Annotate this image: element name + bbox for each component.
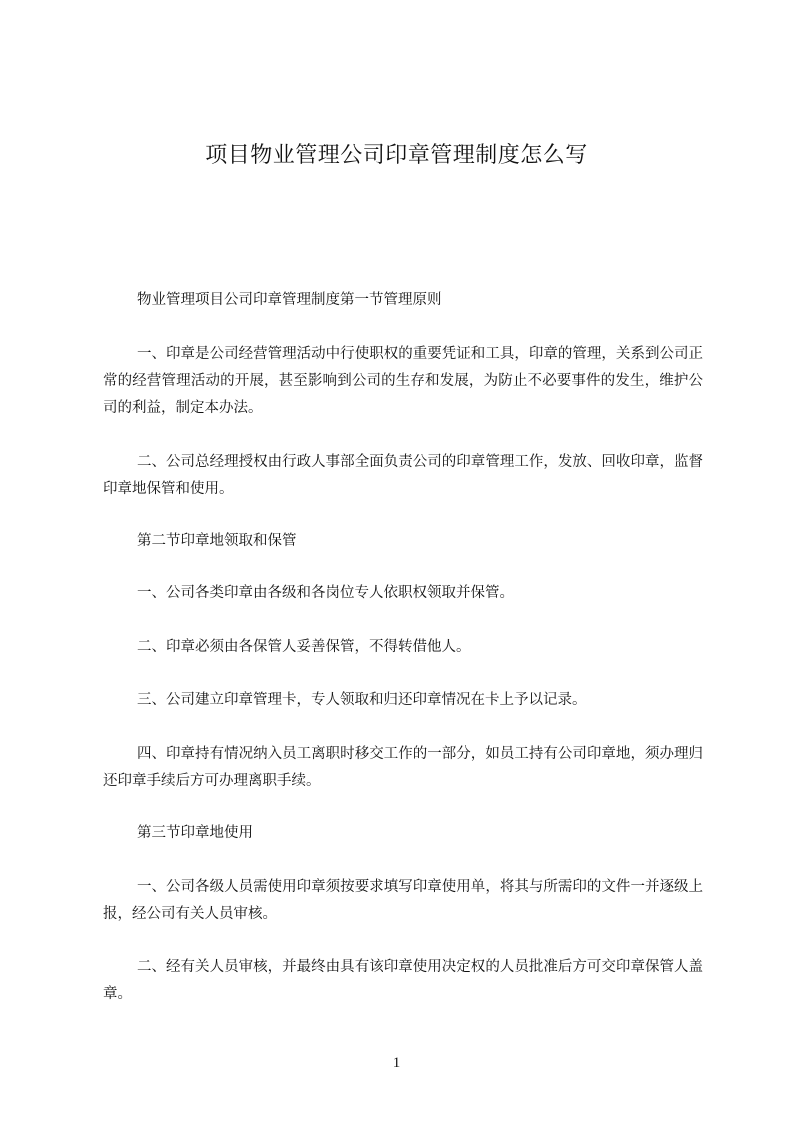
document-title: 项目物业管理公司印章管理制度怎么写 (205, 143, 588, 168)
paragraph-2-1: 一、公司各类印章由各级和各岗位专人依职权领取并保管。 (137, 585, 514, 601)
page-number: 1 (392, 1055, 401, 1071)
paragraph-1-2: 二、公司总经理授权由行政人事部全面负责公司的印章管理工作，发放、回收印章，监督印章地保管和使用。 (103, 454, 703, 497)
paragraph-2-3: 三、公司建立印章管理卡，专人领取和归还印章情况在卡上予以记录。 (137, 692, 587, 708)
section-heading-2: 第二节印章地领取和保管 (137, 533, 297, 549)
paragraph-3-2: 二、经有关人员审核，并最终由具有该印章使用决定权的人员批准后方可交印章保管人盖章。 (103, 959, 703, 1002)
section-heading-3: 第三节印章地使用 (137, 825, 253, 841)
paragraph-1-1: 一、印章是公司经营管理活动中行使职权的重要凭证和工具，印章的管理，关系到公司正常的经营管理活动的开展，甚至影响到公司的生存和发展，为防止不必要事件的发生，维护公司的利益，制定本办法。 (103, 346, 703, 416)
paragraph-2-4: 四、印章持有情况纳入员工离职时移交工作的一部分，如员工持有公司印章地，须办理归还印章手续后方可办理离职手续。 (103, 746, 703, 789)
paragraph-3-1: 一、公司各级人员需使用印章须按要求填写印章使用单，将其与所需印的文件一并逐级上报，经公司有关人员审核。 (103, 879, 703, 922)
section-heading-1: 物业管理项目公司印章管理制度第一节管理原则 (137, 292, 442, 308)
paragraph-2-2: 二、印章必须由各保管人妥善保管，不得转借他人。 (137, 639, 471, 655)
